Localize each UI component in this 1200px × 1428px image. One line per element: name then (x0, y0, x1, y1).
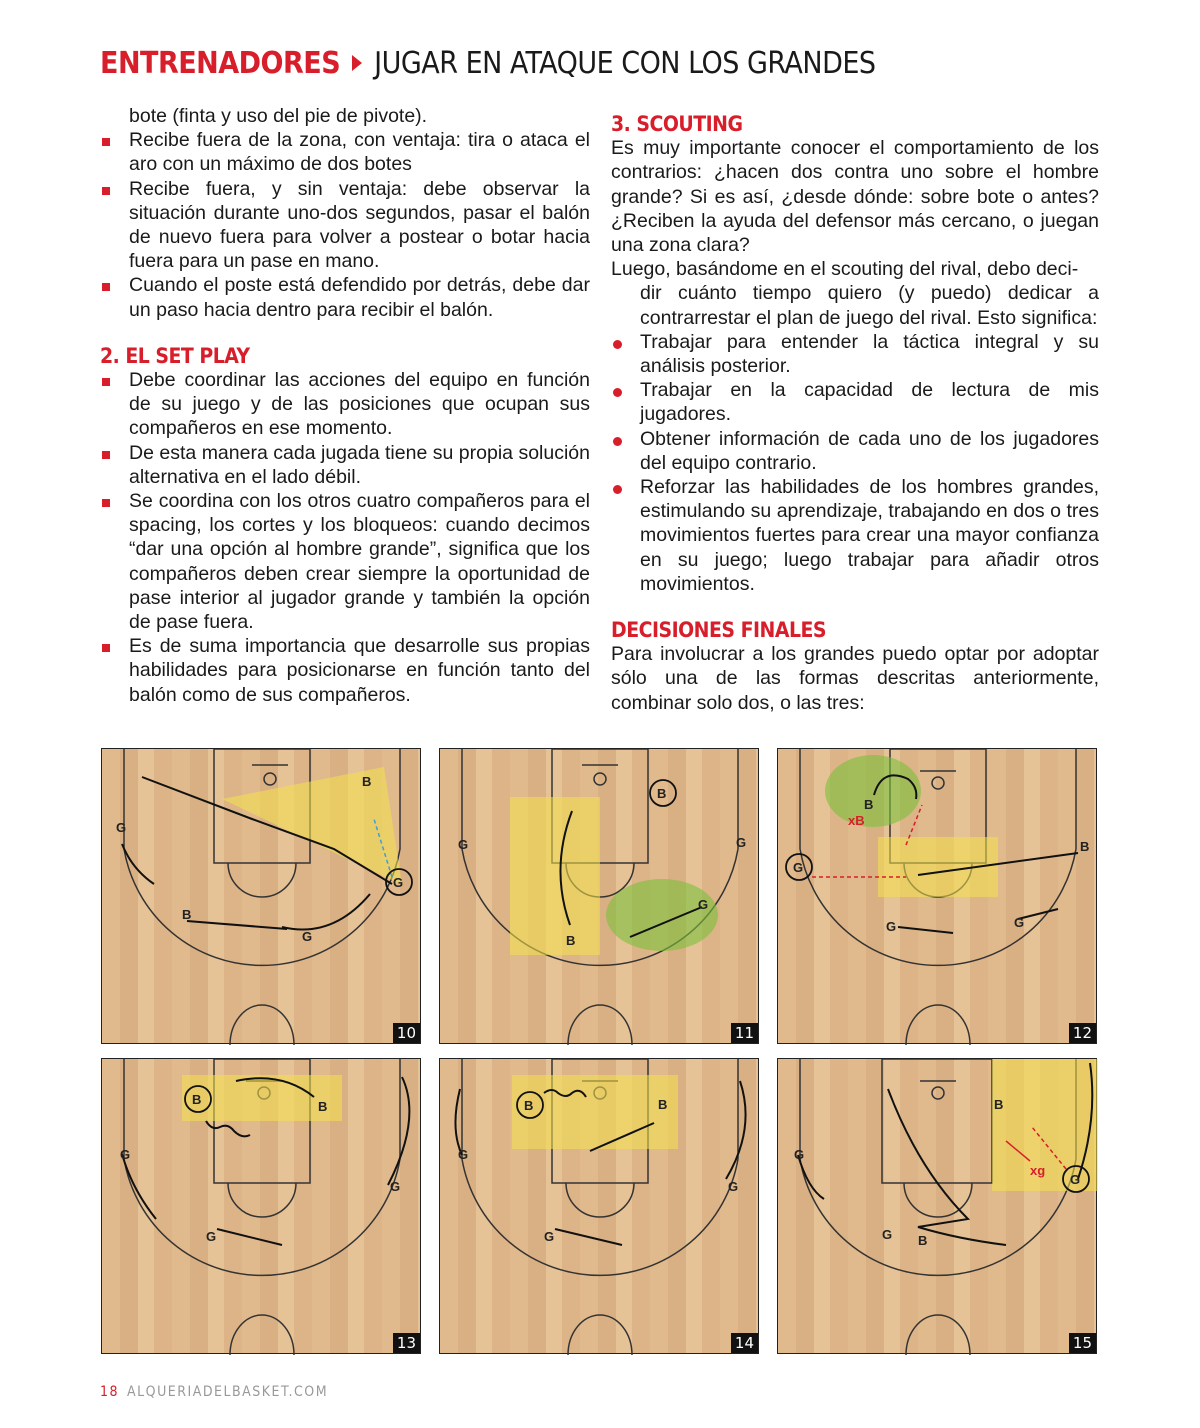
bullet-list-2 (100, 368, 590, 707)
bullet-list-1 (100, 128, 590, 322)
player-label: G (794, 1147, 805, 1162)
court-diagram-14 (439, 1058, 759, 1354)
player-label: B (566, 933, 576, 948)
topic-title: JUGAR EN ATAQUE CON LOS GRANDES (374, 45, 876, 81)
list-item: Es de suma importancia que desarrolle sus propias habilidades para posicionarse en función tanto del balón como de sus compañeros. (100, 634, 590, 707)
paragraph-hanging-lines: dir cuánto tiempo quiero (y puedo) dedicar a contrarrestar el plan de juego del rival. Esto significa: (640, 282, 1099, 329)
player-label: B (318, 1099, 328, 1114)
defender-label: xg (1030, 1163, 1046, 1178)
player-label: B (524, 1098, 534, 1113)
player-label: G (206, 1229, 217, 1244)
list-item: Cuando el poste está defendido por detrás, debe dar un paso hacia dentro para recibir el balón. (100, 273, 590, 321)
page-number: 18 (100, 1384, 120, 1400)
list-item: Obtener información de cada uno de los jugadores del equipo contrario. (611, 427, 1099, 475)
player-label: B (1080, 839, 1090, 854)
player-label: G (116, 820, 127, 835)
player-label: G (458, 837, 469, 852)
paragraph (611, 257, 1099, 330)
court-diagram-11 (439, 748, 759, 1044)
player-label: G (1070, 1172, 1081, 1187)
player-label: B (192, 1092, 202, 1107)
list-item: Trabajar para entender la táctica integral y su análisis posterior. (611, 330, 1099, 378)
list-item: Recibe fuera, y sin ventaja: debe observar la situación durante uno-dos segundos, pasar el balón de nuevo fuera para volver a postear o botar hacia fuera para un pase en mano. (100, 177, 590, 274)
player-label: B (994, 1097, 1004, 1112)
player-label: G (302, 929, 313, 944)
left-column (100, 104, 590, 707)
court-diagram-15 (777, 1058, 1097, 1354)
player-label: G (736, 835, 747, 850)
page-header (100, 38, 876, 88)
paragraph-first-line: Luego, basándome en el scouting del rival, debo deci- (611, 258, 1079, 281)
section-title: ENTRENADORES (100, 45, 341, 81)
diagram-number: 14 (731, 1333, 758, 1353)
defender-label: xB (848, 813, 865, 828)
player-label: B (657, 786, 667, 801)
player-label: G (882, 1227, 893, 1242)
player-label: B (918, 1233, 928, 1248)
court-diagram-10 (101, 748, 421, 1044)
player-label: G (393, 875, 404, 890)
player-label: B (658, 1097, 668, 1112)
list-item: Recibe fuera de la zona, con ventaja: tira o ataca el aro con un máximo de dos botes (100, 128, 590, 176)
diagram-number: 11 (731, 1023, 758, 1043)
diagram-number: 13 (393, 1333, 420, 1353)
diagram-number: 12 (1069, 1023, 1096, 1043)
player-label: B (864, 797, 874, 812)
section-heading-set-play: 2. EL SET PLAY (100, 343, 250, 368)
diagram-number: 10 (393, 1023, 420, 1043)
player-label: G (886, 919, 897, 934)
paragraph: Es muy importante conocer el comportamiento de los contrarios: ¿hacen dos contra uno sobre el hombre grande? Si es así, ¿desde dónde: sobre bote o antes? ¿Reciben la ayuda del defensor más cercano, o juegan una zona clara? (611, 137, 1099, 257)
caret-right-icon (352, 55, 362, 71)
list-item: Reforzar las habilidades de los hombres grandes, estimulando su aprendizaje, trabajando en dos o tres movimientos fuertes para crear una mayor confianza en su juego; luego trabajar para añadir otros movimientos. (611, 475, 1099, 596)
player-label: G (458, 1147, 469, 1162)
list-item: Trabajar en la capacidad de lectura de mis jugadores. (611, 378, 1099, 426)
section-heading-decisiones: DECISIONES FINALES (611, 618, 826, 643)
diagram-number: 15 (1069, 1333, 1096, 1353)
player-label: G (1014, 915, 1025, 930)
section-heading-scouting: 3. SCOUTING (611, 112, 743, 136)
player-label: G (728, 1179, 739, 1194)
list-item: Se coordina con los otros cuatro compañeros para el spacing, los cortes y los bloqueos: cuando decimos “dar una opción al hombre grande”, significa que los compañeros deben crear siempre la oportunidad de pase interior al jugador grande y también la opción de pase fuera. (100, 489, 590, 634)
court-diagram-12 (777, 748, 1097, 1044)
player-label: G (390, 1179, 401, 1194)
player-label: G (698, 897, 709, 912)
bullet-list-3 (611, 330, 1099, 596)
player-label: G (544, 1229, 555, 1244)
player-label: B (362, 774, 372, 789)
page-footer (100, 1384, 328, 1400)
paragraph: Para involucrar a los grandes puedo optar por adoptar sólo una de las formas descritas anteriormente, combinar solo dos, o las tres: (611, 643, 1099, 714)
court-diagram-13 (101, 1058, 421, 1354)
player-label: B (182, 907, 192, 922)
player-label: G (120, 1147, 131, 1162)
player-label: G (793, 860, 804, 875)
right-column (611, 112, 1099, 715)
site-url: ALQUERIADELBASKET.COM (127, 1384, 329, 1400)
list-item: Debe coordinar las acciones del equipo en función de su juego y de las posiciones que ocupan sus compañeros en ese momento. (100, 368, 590, 441)
paragraph-continuation: bote (finta y uso del pie de pivote). (129, 105, 428, 127)
list-item: De esta manera cada jugada tiene su propia solución alternativa en el lado débil. (100, 441, 590, 489)
